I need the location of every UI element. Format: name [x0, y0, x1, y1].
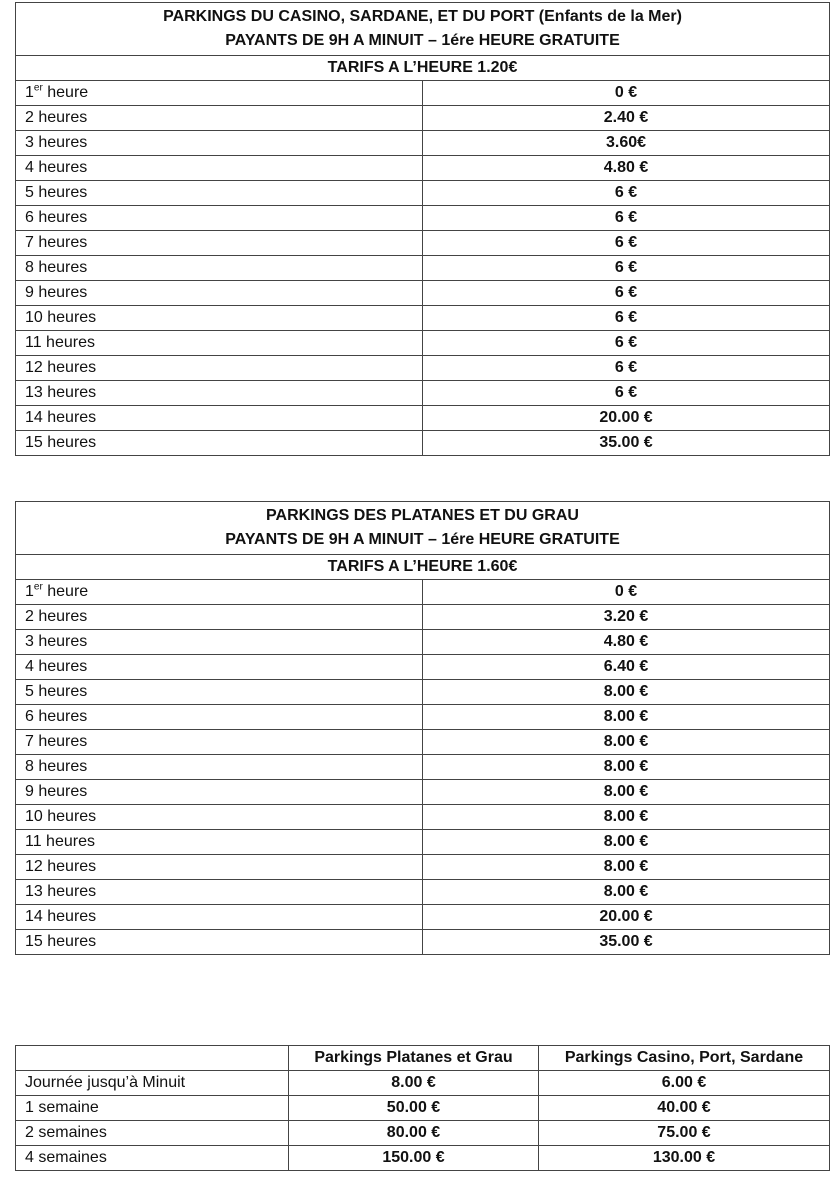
table-row — [16, 605, 830, 630]
table-row — [16, 1121, 830, 1146]
period-label: Journée jusqu’à Minuit — [16, 1071, 289, 1096]
table-row — [16, 730, 830, 755]
price-value: 6 € — [423, 306, 830, 331]
table-row — [16, 131, 830, 156]
table-row — [16, 1146, 830, 1171]
table-row — [16, 231, 830, 256]
duration-label: 1er heure — [16, 81, 423, 106]
table-row — [16, 356, 830, 381]
duration-label: 14 heures — [16, 406, 423, 431]
price-value: 6 € — [423, 381, 830, 406]
price-value: 35.00 € — [423, 930, 830, 955]
price-casino-port-sardane: 75.00 € — [539, 1121, 830, 1146]
duration-label: 15 heures — [16, 930, 423, 955]
table-row — [16, 431, 830, 456]
duration-label: 5 heures — [16, 680, 423, 705]
price-casino-port-sardane: 130.00 € — [539, 1146, 830, 1171]
rate-row — [16, 56, 830, 81]
hourly-rate-header: TARIFS A L’HEURE 1.60€ — [16, 555, 830, 580]
duration-label: 15 heures — [16, 431, 423, 456]
period-label: 4 semaines — [16, 1146, 289, 1171]
price-value: 6 € — [423, 281, 830, 306]
table-row — [16, 256, 830, 281]
duration-label: 11 heures — [16, 830, 423, 855]
price-casino-port-sardane: 40.00 € — [539, 1096, 830, 1121]
price-value: 2.40 € — [423, 106, 830, 131]
duration-label: 11 heures — [16, 331, 423, 356]
table-row — [16, 655, 830, 680]
table-header-row — [16, 1046, 830, 1071]
table-row — [16, 106, 830, 131]
price-platanes-grau: 150.00 € — [289, 1146, 539, 1171]
column-header-platanes-grau: Parkings Platanes et Grau — [289, 1046, 539, 1071]
table-row — [16, 1071, 830, 1096]
price-value: 0 € — [423, 81, 830, 106]
price-value: 4.80 € — [423, 630, 830, 655]
tariff-table-platanes-grau — [15, 501, 830, 955]
price-platanes-grau: 8.00 € — [289, 1071, 539, 1096]
duration-label: 12 heures — [16, 356, 423, 381]
duration-label: 8 heures — [16, 755, 423, 780]
duration-label: 7 heures — [16, 730, 423, 755]
duration-label: 6 heures — [16, 705, 423, 730]
price-value: 8.00 € — [423, 755, 830, 780]
period-label: 1 semaine — [16, 1096, 289, 1121]
price-value: 4.80 € — [423, 156, 830, 181]
price-value: 20.00 € — [423, 905, 830, 930]
duration-label: 7 heures — [16, 231, 423, 256]
price-value: 6 € — [423, 231, 830, 256]
table-title — [16, 3, 830, 56]
duration-label: 12 heures — [16, 855, 423, 880]
table-title-line-1: PARKINGS DU CASINO, SARDANE, ET DU PORT (Enfants de la Mer) — [163, 8, 682, 25]
duration-label: 9 heures — [16, 780, 423, 805]
table-row — [16, 705, 830, 730]
duration-label: 3 heures — [16, 630, 423, 655]
table-row — [16, 406, 830, 431]
table-row — [16, 905, 830, 930]
table-title-row — [16, 502, 830, 555]
hourly-rate-header: TARIFS A L’HEURE 1.20€ — [16, 56, 830, 81]
table-row — [16, 755, 830, 780]
table-row — [16, 930, 830, 955]
tariff-table-casino-sardane-port — [15, 2, 830, 456]
table-title-line-2: PAYANTS DE 9H A MINUIT – 1ére HEURE GRATUITE — [225, 32, 620, 49]
table-body — [16, 106, 830, 456]
table-row — [16, 630, 830, 655]
price-value: 8.00 € — [423, 880, 830, 905]
price-value: 3.20 € — [423, 605, 830, 630]
price-value: 3.60€ — [423, 131, 830, 156]
table-row — [16, 830, 830, 855]
table-row — [16, 1096, 830, 1121]
duration-label: 14 heures — [16, 905, 423, 930]
price-platanes-grau: 50.00 € — [289, 1096, 539, 1121]
table-row — [16, 156, 830, 181]
price-value: 6 € — [423, 206, 830, 231]
price-value: 8.00 € — [423, 730, 830, 755]
price-value: 6 € — [423, 331, 830, 356]
price-value: 6 € — [423, 256, 830, 281]
table-row — [16, 331, 830, 356]
price-value: 6.40 € — [423, 655, 830, 680]
price-value: 8.00 € — [423, 705, 830, 730]
duration-label: 2 heures — [16, 605, 423, 630]
table-row — [16, 780, 830, 805]
table-row — [16, 805, 830, 830]
table-body — [16, 1071, 830, 1171]
duration-label: 13 heures — [16, 880, 423, 905]
price-value: 8.00 € — [423, 780, 830, 805]
price-value: 6 € — [423, 356, 830, 381]
table-row — [16, 381, 830, 406]
table-row — [16, 855, 830, 880]
price-value: 8.00 € — [423, 830, 830, 855]
table-row — [16, 680, 830, 705]
table-row — [16, 206, 830, 231]
table-title-line-1: PARKINGS DES PLATANES ET DU GRAU — [266, 507, 579, 524]
duration-label: 2 heures — [16, 106, 423, 131]
rate-row — [16, 555, 830, 580]
table-title-line-2: PAYANTS DE 9H A MINUIT – 1ére HEURE GRATUITE — [225, 531, 620, 548]
duration-label: 3 heures — [16, 131, 423, 156]
price-value: 20.00 € — [423, 406, 830, 431]
price-casino-port-sardane: 6.00 € — [539, 1071, 830, 1096]
duration-label: 5 heures — [16, 181, 423, 206]
price-platanes-grau: 80.00 € — [289, 1121, 539, 1146]
price-value: 8.00 € — [423, 680, 830, 705]
column-header-casino-port-sardane: Parkings Casino, Port, Sardane — [539, 1046, 830, 1071]
duration-label: 9 heures — [16, 281, 423, 306]
duration-label: 4 heures — [16, 655, 423, 680]
price-value: 35.00 € — [423, 431, 830, 456]
price-value: 8.00 € — [423, 855, 830, 880]
duration-label: 10 heures — [16, 306, 423, 331]
table-title-row — [16, 3, 830, 56]
table-row — [16, 81, 830, 106]
column-header-empty — [16, 1046, 289, 1071]
table-body — [16, 605, 830, 955]
table-row — [16, 580, 830, 605]
period-label: 2 semaines — [16, 1121, 289, 1146]
price-value: 6 € — [423, 181, 830, 206]
duration-label: 8 heures — [16, 256, 423, 281]
table-row — [16, 281, 830, 306]
subscription-table — [15, 1045, 830, 1171]
table-title — [16, 502, 830, 555]
duration-label: 4 heures — [16, 156, 423, 181]
price-value: 8.00 € — [423, 805, 830, 830]
duration-label: 1er heure — [16, 580, 423, 605]
table-row — [16, 880, 830, 905]
table-row — [16, 306, 830, 331]
price-value: 0 € — [423, 580, 830, 605]
duration-label: 13 heures — [16, 381, 423, 406]
table-row — [16, 181, 830, 206]
duration-label: 6 heures — [16, 206, 423, 231]
duration-label: 10 heures — [16, 805, 423, 830]
